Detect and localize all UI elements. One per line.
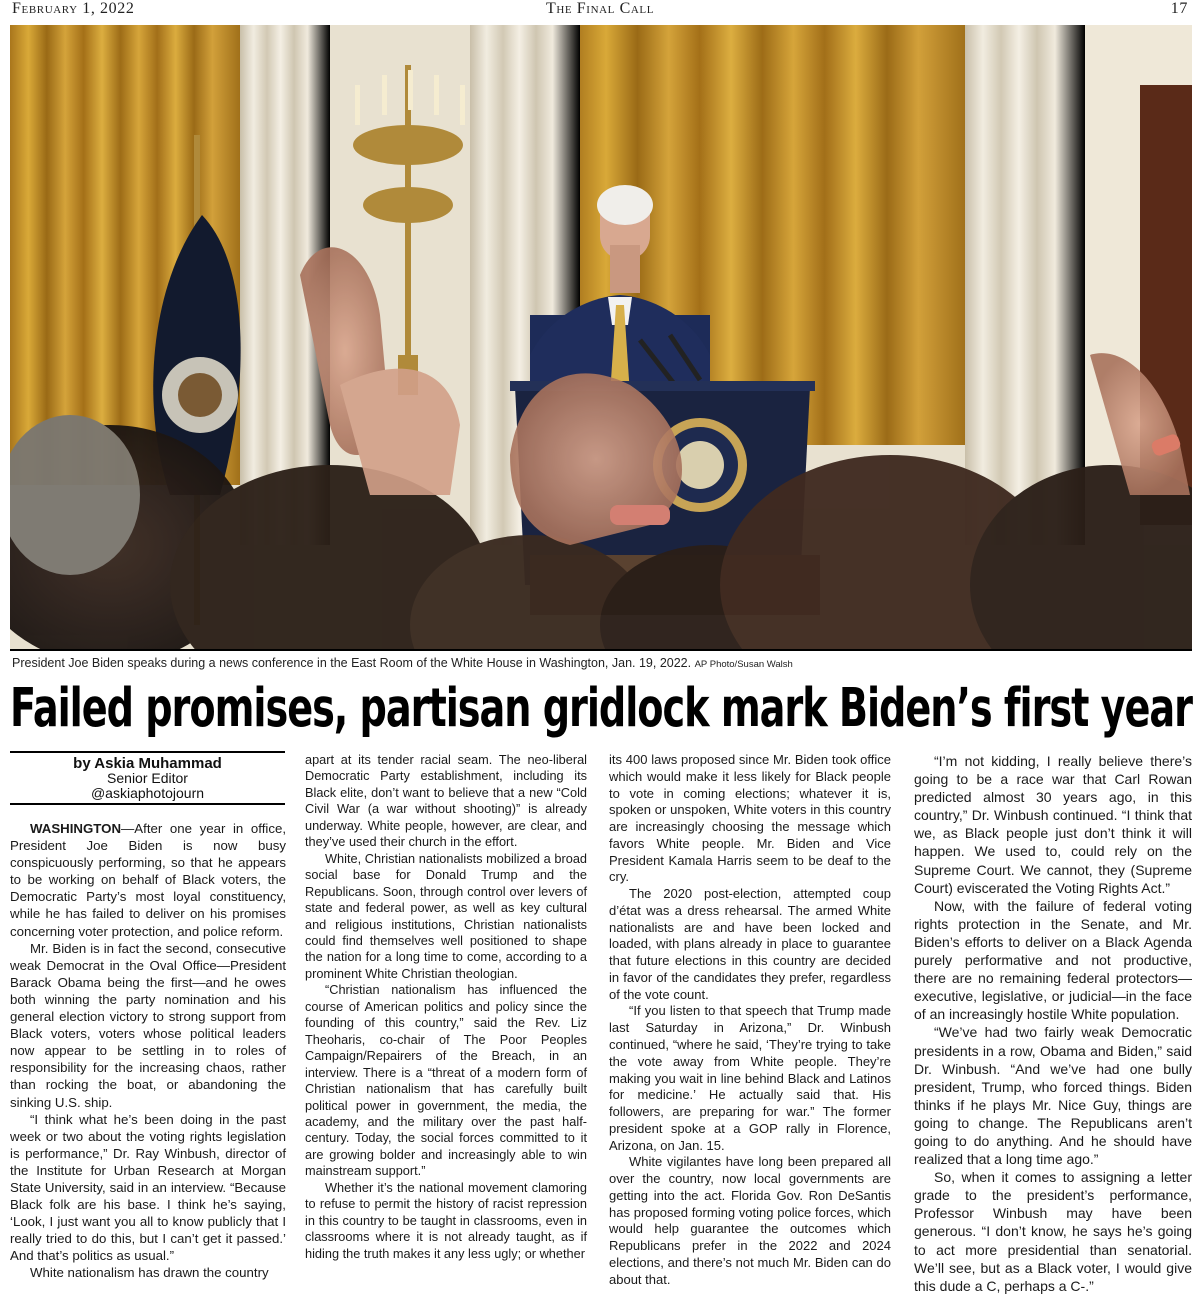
paragraph: Mr. Biden is in fact the second, consecutive weak Democrat in the Oval Office—President Barack Obama being the first—and he owes both winning the party nomination and his general election victory to strong support from Black voters, voters whose political leaders now appear to be settling in to roles of responsibility for the increasing chaos, rather than rocking the boat, or abandoning the sinking U.S. ship. [10,940,286,1110]
paragraph: White vigilantes have long been prepared all over the country, now local governments are getting into the act. Florida Gov. Ron DeSantis has proposed forming voting police forces, which would help guarantee the outcomes which Republicans prefer in the 2022 and 2024 elections, and there’s not much Mr. Biden can do about that. [609,1154,891,1287]
newspaper-name: The Final Call [545,0,655,17]
paragraph: So, when it comes to assigning a letter grade to the president’s performance, Professor Winbush may have been generous. “I don’t know, he says he’s going to act more presidential than senatorial. We’ll see, but as a Black voter, I would give this dude a C, perhaps a C-.” [914,1169,1192,1294]
lead-photo [10,25,1192,651]
paragraph: “I’m not kidding, I really believe there’s going to be a race war that Carl Rowan predicted almost 30 years ago, in this country,” Dr. Winbush continued. “I think that we, as Black people just don’t think it will happen. We used to, could rely on the Supreme Court. We cannot, they (Supreme Court) eviscerated the Voting Rights Act.” [914,753,1192,896]
article-column-4 [914,752,1192,1295]
photo-credit: AP Photo/Susan Walsh [694,659,793,670]
paragraph: “I think what he’s been doing in the past week or two about the voting rights legislation is performance,” Dr. Ray Winbush, director of the Institute for Urban Research at Morgan State University, said in an interview. “Because Black folk are his base. I think he’s saying, ‘Look, I just want you all to know publicly that I really tried to do this, but I can’t get it passed.’ And that’s politics as usual.” [10,1111,286,1264]
caption-text: President Joe Biden speaks during a news conference in the East Room of the White House in Washington, Jan. 19, 2022. [12,656,692,670]
paragraph: its 400 laws proposed since Mr. Biden took office which would make it less likely for Black people to vote in coming elections; whatever it is, spoken or unspoken, White voters in this country are increasingly choosing the message which favors White people. Mr. Biden and Vice President Kamala Harris seem to be deaf to the cry. [609,752,891,885]
paragraph: “Christian nationalism has influenced the course of American politics and policy since the founding of this country,” said the Rev. Liz Theoharis, co-chair of The Poor Peoples Campaign/Repairers of the Breach, in an interview. There is a “threat of a modern form of Christian nationalism that has carefully built political power in government, the media, the academy, and the military over the past half-century. Today, the social forces committed to it are growing bolder and increasingly able to win mainstream support.” [305,982,587,1179]
byline-box [10,751,285,805]
paragraph: White, Christian nationalists mobilized a broad social base for Donald Trump and the Republicans. Soon, through control over levers of state and federal power, as well as key cultural and religious institutions, Christian nationalists could find themselves well positioned to shape the nation for a long time to come, according to a prominent White Christian theologian. [305,850,587,981]
article-column-3 [609,752,891,1289]
paragraph: Whether it’s the national movement clamoring to refuse to permit the history of racist repression in this country to be taught in classrooms, even in classrooms where it is not already taught, as if hiding the truth makes it any less ugly; or whether [305,1179,587,1261]
paragraph: Now, with the failure of federal voting rights protection in the Senate, and Mr. Biden’s efforts to deliver on a Black Agenda purely performative and not productive, there are no remaining federal protectors—executive, legislative, or judicial—in the face of an increasingly hostile White population. [914,897,1192,1023]
issue-date: February 1, 2022 [12,0,135,17]
paragraph: “We’ve had two fairly weak Democratic presidents in a row, Obama and Biden,” said Dr. Winbush. “And we’ve had one bully president, Trump, who forced things. Biden thinks if he plays Mr. Nice Guy, things are going to change. The Republicans aren’t going to do anything. And he should have realized that a long time ago.” [914,1024,1192,1168]
byline-name: by Askia Muhammad [73,755,222,772]
paragraph: apart at its tender racial seam. The neo-liberal Democratic Party establishment, including its Black elite, don’t want to believe that a new “Cold Civil War (a war without shooting)” is already underway. White people, however, are clear, and they’ve used their church in the effort. [305,752,587,850]
paragraph: “If you listen to that speech that Trump made last Saturday in Arizona,” Dr. Winbush continued, “where he said, ‘They’re trying to take the vote away from White people. They’re making you wait in line behind Black and Latinos for medicine.’ He actually said that. His followers, are preparing for war.” The former president spoke at a GOP rally in Florence, Arizona, on Jan. 15. [609,1003,891,1153]
paragraph: White nationalism has drawn the country [30,1265,269,1281]
headline: Failed promises, partisan gridlock mark Biden’s first year [10,677,1192,740]
paragraph: The 2020 post-election, attempted coup d’état was a dress rehearsal. The armed White nationalists are and have been locked and loaded, with plans already in place to guarantee that future elections in this country are decided in favor of the candidates they prefer, regardless of the vote count. [609,886,891,1002]
lead-paragraph [10,820,286,940]
byline-handle: @askiaphotojourn [90,785,205,801]
byline-title: Senior Editor [107,770,188,786]
article-column-1 [10,820,286,1282]
lead-text: —After one year in office, President Joe Biden is now busy conspicuously performing, so that he appears to be working on behalf of Black voters, the Democratic Party’s most loyal constituency, while he has failed to deliver on his promises concerning voter protection, and police reform. [10,821,286,939]
running-head [12,0,1188,20]
article-column-2 [305,752,587,1262]
dateline: WASHINGTON [30,821,122,836]
page-number: 17 [1170,0,1188,17]
